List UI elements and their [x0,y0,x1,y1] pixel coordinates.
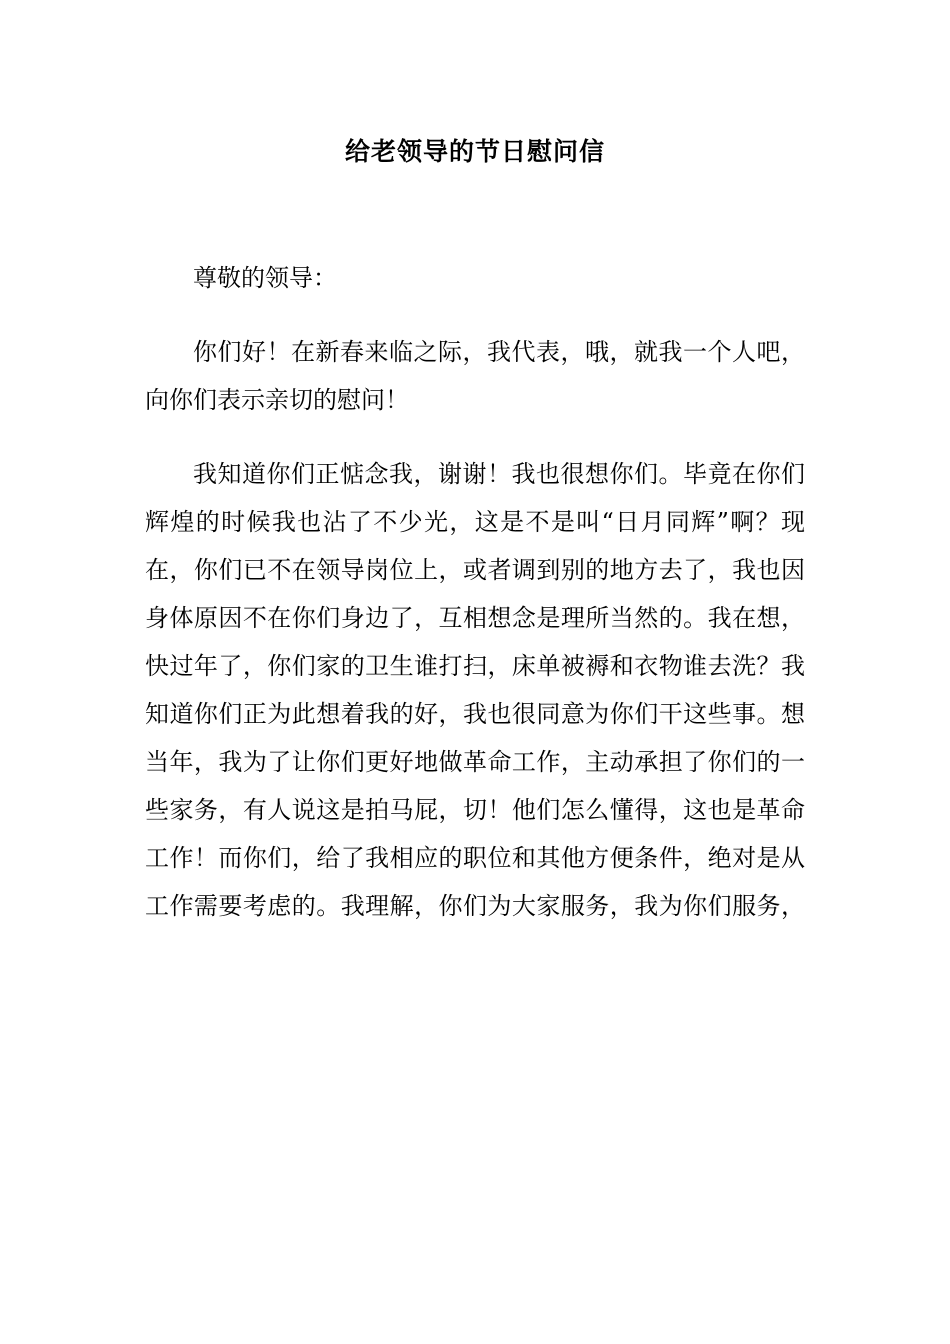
salutation-paragraph [145,254,805,302]
paragraph-main [145,450,805,930]
paragraph-line: 知道你们正为此想着我的好，我也很同意为你们干这些事。想 [145,700,805,728]
paragraph-line: 工作需要考虑的。我理解，你们为大家服务，我为你们服务， [145,892,805,920]
paragraph-line: 些家务，有人说这是拍马屁，切！他们怎么懂得，这也是革命 [145,796,805,824]
paragraph-line: 向你们表示亲切的慰问！ [145,386,409,414]
paragraph-greeting [145,328,805,424]
paragraph-line: 辉煌的时候我也沾了不少光，这是不是叫“日月同辉”啊？现 [145,508,805,536]
paragraph-line: 快过年了，你们家的卫生谁打扫，床单被褥和衣物谁去洗？我 [145,652,805,680]
letter-body [145,254,805,956]
document-title: 给老领导的节日慰问信 [344,137,605,166]
paragraph-line: 我知道你们正惦念我，谢谢！我也很想你们。毕竟在你们 [193,460,805,488]
paragraph-line: 当年，我为了让你们更好地做革命工作，主动承担了你们的一 [145,748,805,776]
paragraph-line: 身体原因不在你们身边了，互相想念是理所当然的。我在想， [145,604,805,632]
paragraph-line: 在，你们已不在领导岗位上，或者调到别的地方去了，我也因 [145,556,805,584]
paragraph-line: 工作！而你们，给了我相应的职位和其他方便条件，绝对是从 [145,844,805,872]
salutation: 尊敬的领导： [193,264,337,292]
paragraph-line: 你们好！在新春来临之际，我代表，哦，就我一个人吧， [193,338,805,366]
